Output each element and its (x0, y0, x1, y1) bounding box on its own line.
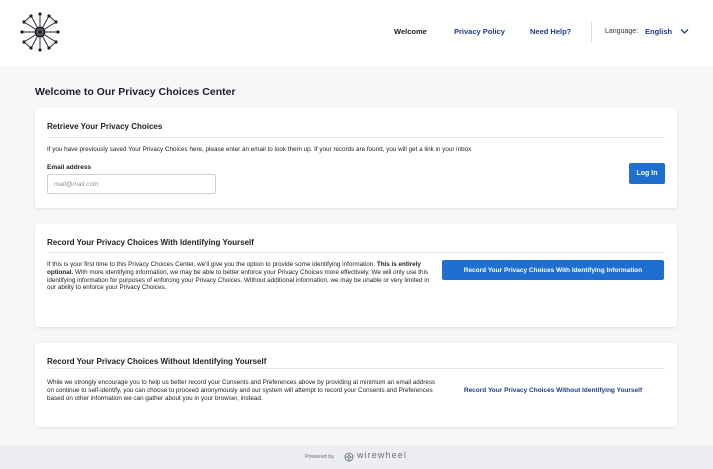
footer (0, 446, 713, 469)
identify-title: Record Your Privacy Choices With Identifying Yourself (47, 238, 254, 247)
powered-by-label: Powered by (305, 454, 335, 460)
language-label: Language: (605, 28, 639, 35)
chevron-down-icon[interactable] (680, 28, 689, 35)
identify-button[interactable]: Record Your Privacy Choices With Identifying Information (442, 260, 664, 280)
network-logo-icon[interactable] (20, 12, 60, 52)
brand-name[interactable]: wirewheel (357, 450, 407, 460)
page-title: Welcome to Our Privacy Choices Center (35, 86, 236, 98)
retrieve-description: If you have previously saved Your Privacy Choices here, please enter an email to look them up. If your records are found, you will get a link in your inbox (47, 146, 472, 153)
nav-divider (591, 21, 592, 43)
nav-need-help[interactable]: Need Help? (530, 27, 572, 36)
anonymous-card (35, 343, 677, 427)
divider (47, 252, 665, 253)
email-label: Email address (47, 164, 92, 171)
login-button[interactable]: Log In (629, 163, 665, 184)
identify-card (35, 224, 677, 327)
email-input[interactable] (47, 174, 216, 194)
nav-welcome[interactable]: Welcome (394, 27, 427, 36)
anonymous-description: While we strongly encourage you to help us better record your Consents and Preferences above by providing at minimum an email address on continue to self-identify, you can choose to proceed anonymously and our system will attempt to record your Consents and Preferences based on other information we can gather about you in your browser, instead. (47, 379, 436, 402)
identify-text-before: If this is your first time to this Privacy Choices Center, we'll give you the option to provide some identifying information. (47, 261, 377, 268)
language-select[interactable]: English (645, 27, 673, 36)
identify-text-bold: This is entirely optional. (47, 261, 421, 276)
retrieve-card (35, 108, 677, 208)
identify-text-after: With more identifying information, we may be able to better enforce your Privacy Choices more effectively. We will only use this identifying information for purposes of enforcing your Privacy Choices. Without additional information, we may be unable or very limited in our ability to enforce your Privacy Choices. (47, 268, 430, 292)
site-header (0, 0, 713, 66)
divider (47, 137, 665, 138)
nav-privacy-policy[interactable]: Privacy Policy (454, 27, 505, 36)
identify-description (47, 261, 431, 292)
retrieve-title: Retrieve Your Privacy Choices (47, 122, 163, 131)
divider (47, 368, 665, 369)
wheel-icon (344, 452, 354, 462)
anonymous-title: Record Your Privacy Choices Without Identifying Yourself (47, 357, 267, 366)
anonymous-button[interactable]: Record Your Privacy Choices Without Identifying Yourself (442, 383, 664, 397)
